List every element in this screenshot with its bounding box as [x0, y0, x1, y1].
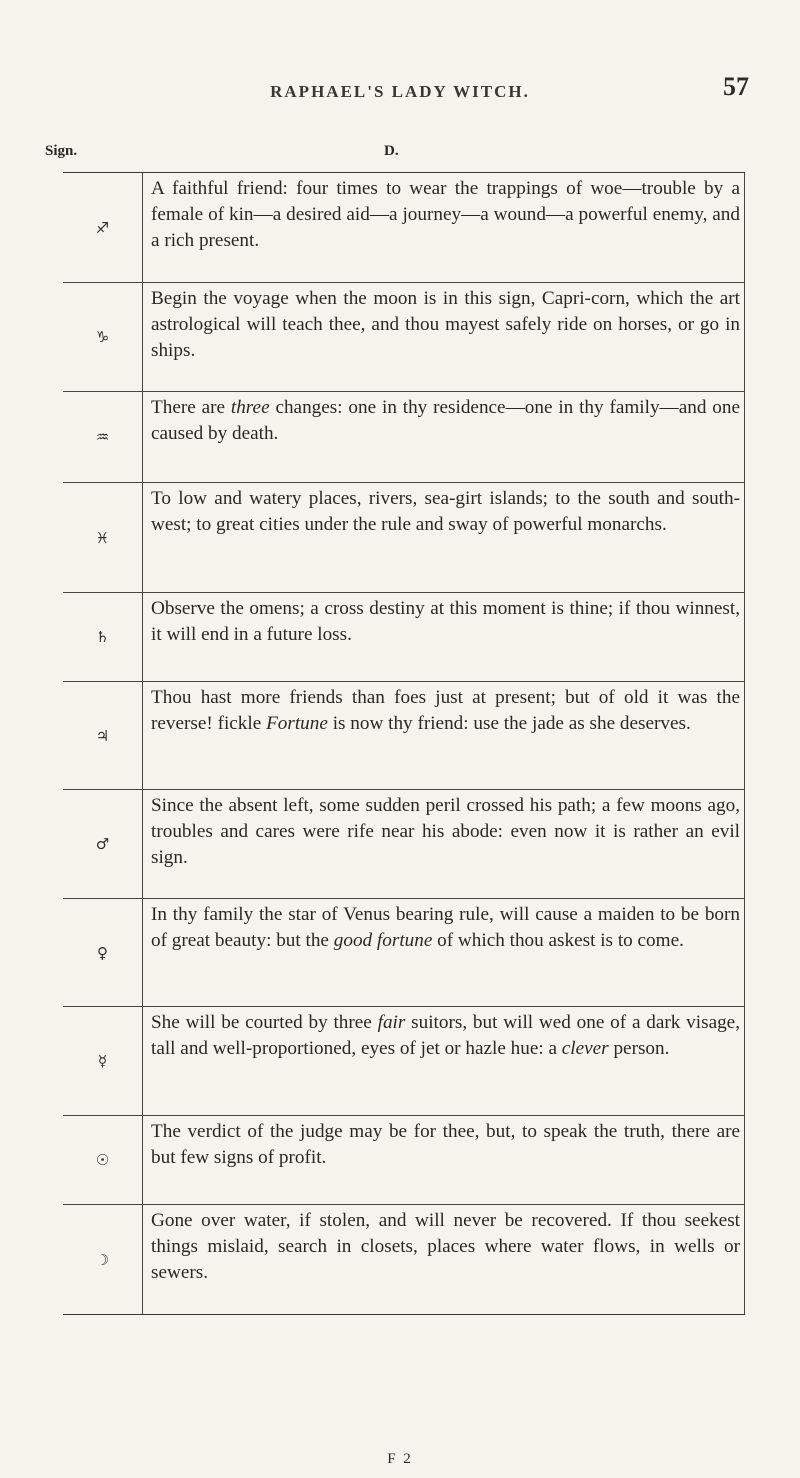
table-row	[63, 1007, 745, 1116]
sun-icon: ☉	[63, 1116, 143, 1204]
table-row	[63, 1205, 745, 1314]
answer-text: Since the absent left, some sudden peril crossed his path; a few moons ago, troubles and cares were rife near his abode: even now it is rather an evil sign.	[143, 790, 745, 898]
column-header-sign: Sign.	[45, 143, 78, 159]
answer-text: In thy family the star of Venus bearing rule, will cause a maiden to be born of great beauty: but the good fortune of which thou askest is to come.	[143, 899, 745, 1006]
mars-icon: ♂	[63, 790, 143, 898]
table-row	[63, 1116, 745, 1205]
pisces-icon: ♓	[63, 483, 143, 592]
signature-mark: F 2	[387, 1451, 413, 1467]
table-row	[63, 483, 745, 593]
table-row	[63, 790, 745, 899]
table-row	[63, 899, 745, 1007]
saturn-icon: ♄	[63, 593, 143, 681]
answer-text: To low and watery places, rivers, sea-girt islands; to the south and south-west; to great cities under the rule and sway of powerful monarchs.	[143, 483, 745, 592]
oracle-table	[63, 172, 745, 1315]
venus-icon: ♀	[63, 899, 143, 1006]
table-row	[63, 173, 745, 283]
running-head: RAPHAEL'S LADY WITCH.	[270, 82, 530, 101]
jupiter-icon: ♃	[63, 682, 143, 789]
answer-text: A faithful friend: four times to wear the trappings of woe—trouble by a female of kin—a desired aid—a journey—a wound—a powerful enemy, and a rich present.	[143, 173, 745, 282]
table-row	[63, 593, 745, 682]
sagittarius-icon: ♐	[63, 173, 143, 282]
table-row	[63, 392, 745, 483]
answer-text: Thou hast more friends than foes just at present; but of old it was the reverse! fickle Fortune is now thy friend: use the jade as she deserves.	[143, 682, 745, 789]
answer-text: The verdict of the judge may be for thee, but, to speak the truth, there are but few signs of profit.	[143, 1116, 745, 1204]
answer-text: Observe the omens; a cross destiny at this moment is thine; if thou winnest, it will end in a future loss.	[143, 593, 745, 681]
column-header-answer: D.	[384, 143, 399, 159]
answer-text: There are three changes: one in thy residence—one in thy family—and one caused by death.	[143, 392, 745, 482]
capricorn-icon: ♑	[63, 283, 143, 391]
answer-text: Gone over water, if stolen, and will never be recovered. If thou seekest things mislaid, search in closets, places where water flows, in wells or sewers.	[143, 1205, 745, 1314]
answer-text: She will be courted by three fair suitors, but will wed one of a dark visage, tall and well-proportioned, eyes of jet or hazle hue: a clever person.	[143, 1007, 745, 1115]
page-number: 57	[723, 72, 749, 101]
table-row	[63, 682, 745, 790]
mercury-icon: ☿	[63, 1007, 143, 1115]
aquarius-icon: ♒	[63, 392, 143, 482]
table-row	[63, 283, 745, 392]
answer-text: Begin the voyage when the moon is in this sign, Capri-corn, which the art astrological will teach thee, and thou mayest safely ride on horses, or go in ships.	[143, 283, 745, 391]
moon-icon: ☽	[63, 1205, 143, 1314]
